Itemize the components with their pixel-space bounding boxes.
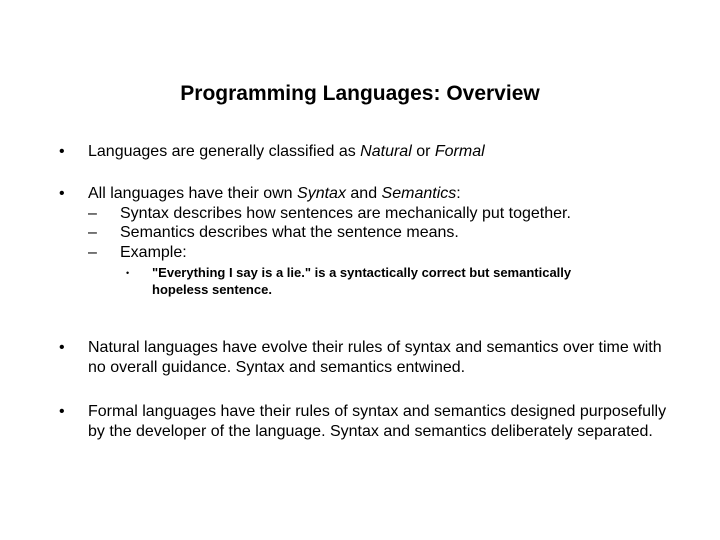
sub-item-text: Example: [120, 243, 187, 261]
sub-list [88, 204, 679, 299]
sub-item-text: Syntax describes how sentences are mechanically put together. [120, 204, 571, 222]
dash-icon: – [88, 224, 97, 241]
bullet-natural-languages [59, 338, 679, 377]
term-syntax: Syntax [297, 185, 346, 202]
sub-item-text: Semantics describes what the sentence means. [120, 224, 459, 241]
bullet-formal-languages [59, 402, 679, 441]
example-text: "Everything I say is a lie." is a syntactically correct but semantically hopeless sentence. [152, 265, 572, 297]
bullet-text: Natural languages have evolve their rules of syntax and semantics over time with no overall guidance. Syntax and semantics entwined. [88, 339, 662, 376]
bullet-icon: • [126, 268, 130, 278]
bullet-icon: • [59, 143, 65, 160]
term-semantics: Semantics [381, 185, 457, 202]
bullet-text: Languages are generally classified as Natural or Formal [88, 143, 485, 160]
dash-icon: – [88, 243, 97, 261]
sub-item-syntax [88, 204, 679, 224]
slide-title: Programming Languages: Overview [180, 82, 540, 105]
bullet-text: Formal languages have their rules of syntax and semantics designed purposefully by the developer of the language. Syntax and semantics deliberately separated. [88, 403, 667, 440]
sub-item-example [88, 243, 679, 263]
term-natural: Natural [360, 143, 412, 160]
sub-item-semantics [88, 223, 679, 243]
bullet-text: All languages have their own Syntax and Semantics: [88, 185, 461, 202]
bullet-icon: • [59, 339, 65, 356]
bullet-syntax-semantics [59, 184, 679, 298]
term-formal: Formal [434, 143, 485, 160]
example-item [126, 265, 679, 298]
bullet-icon: • [59, 403, 65, 420]
bullet-icon: • [59, 185, 65, 202]
dash-icon: – [88, 204, 97, 222]
bullet-classification [59, 142, 679, 162]
